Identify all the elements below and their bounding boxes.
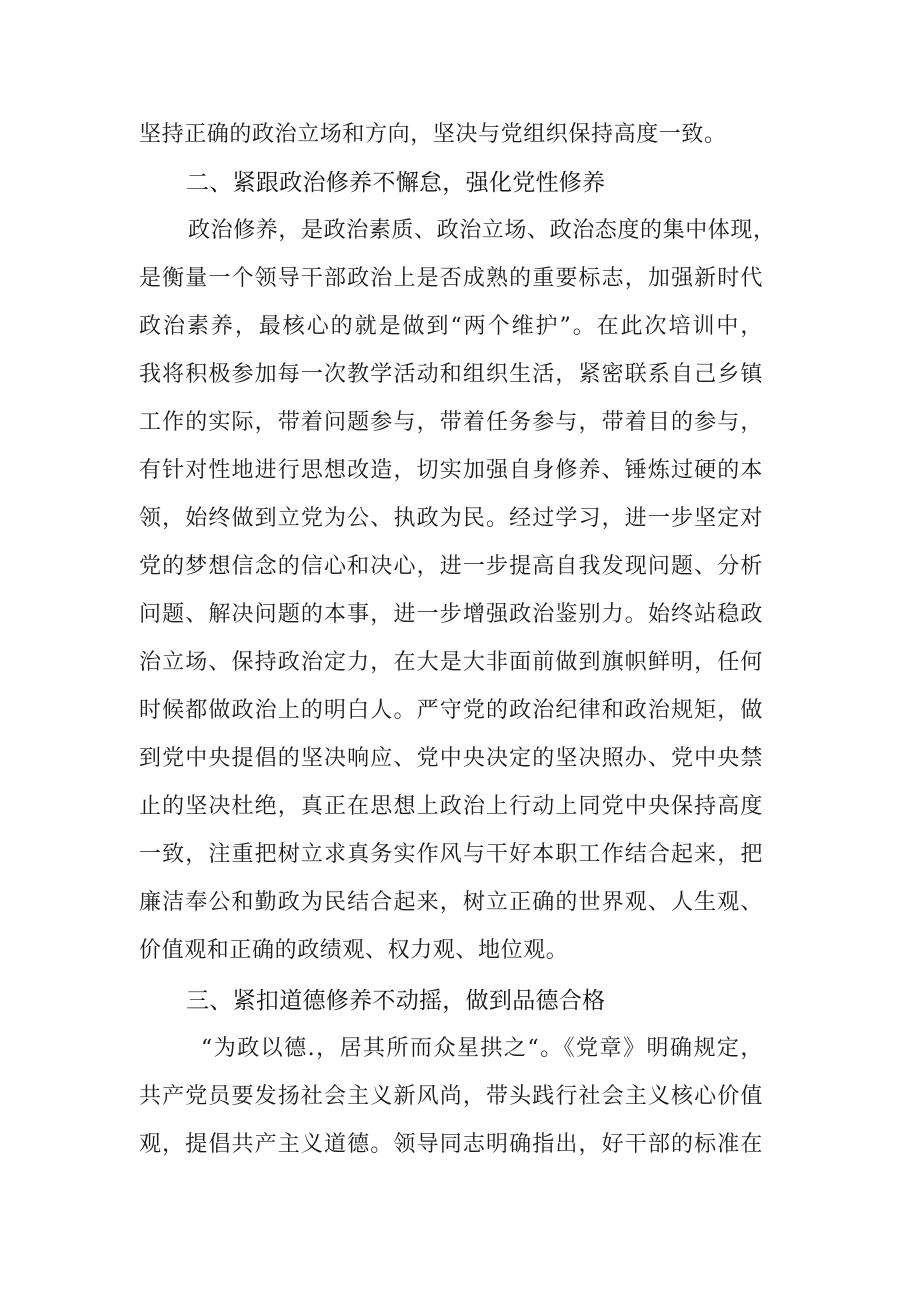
paragraph-line: 是衡量一个领导干部政治上是否成熟的重要标志，加强新时代 (139, 266, 763, 291)
paragraph-line: 工作的实际，带着问题参与，带着任务参与，带着目的参与， (139, 410, 763, 435)
paragraph-line: 领，始终做到立党为公、执政为民。经过学习，进一步坚定对 (139, 506, 763, 531)
paragraph-line: 治立场、保持政治定力，在大是大非面前做到旗帜鲜明，任何 (139, 650, 763, 675)
paragraph-line: 一致，注重把树立求真务实作风与干好本职工作结合起来，把 (139, 842, 763, 867)
paragraph-line: 问题、解决问题的本事，进一步增强政治鉴别力。始终站稳政 (139, 602, 763, 627)
paragraph-line: 政治修养，是政治素质、政治立场、政治态度的集中体现， (188, 218, 776, 243)
section-heading-3: 三、紧扣道德修养不动摇，做到品德合格 (186, 988, 606, 1014)
section-heading-2: 二、紧跟政治修养不懈怠，强化党性修养 (186, 170, 606, 196)
paragraph-line: 政治素养，最核心的就是做到“两个维护”。在此次培训中， (139, 314, 763, 339)
paragraph-line: “为政以德.，居其所而众星拱之“。《党章》明确规定， (201, 1036, 763, 1061)
paragraph-line: 我将积极参加每一次教学活动和组织生活，紧密联系自己乡镇 (139, 362, 763, 387)
paragraph-line: 党的梦想信念的信心和决心，进一步提高自我发现问题、分析 (139, 554, 763, 579)
paragraph-line: 止的坚决杜绝，真正在思想上政治上行动上同党中央保持高度 (139, 794, 763, 819)
paragraph-line: 廉洁奉公和勤政为民结合起来，树立正确的世界观、人生观、 (139, 890, 763, 915)
paragraph-line: 时候都做政治上的明白人。严守党的政治纪律和政治规矩，做 (139, 698, 763, 723)
paragraph-line: 价值观和正确的政绩观、权力观、地位观。 (139, 938, 569, 963)
paragraph-line: 坚持正确的政治立场和方向，坚决与党组织保持高度一致。 (139, 122, 727, 147)
paragraph-line: 到党中央提倡的坚决响应、党中央决定的坚决照办、党中央禁 (139, 746, 763, 771)
paragraph-line: 观，提倡共产主义道德。领导同志明确指出，好干部的标准在 (139, 1132, 763, 1157)
paragraph-line: 共产党员要发扬社会主义新风尚，带头践行社会主义核心价值 (139, 1084, 763, 1109)
paragraph-line: 有针对性地进行思想改造，切实加强自身修养、锤炼过硬的本 (139, 458, 763, 483)
